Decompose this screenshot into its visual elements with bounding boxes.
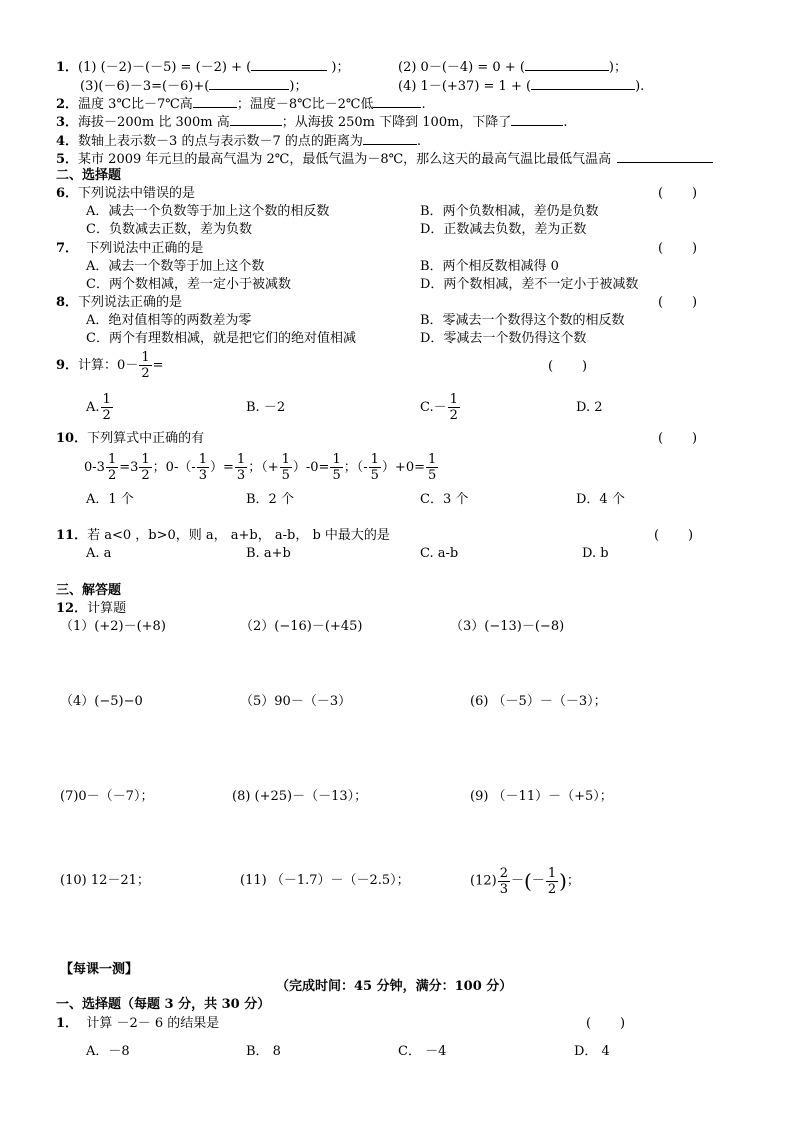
q11-option-b: B. a+b: [246, 546, 291, 561]
section-solve-title: 三、解答题: [56, 583, 122, 598]
blank[interactable]: [363, 132, 417, 145]
q8-option-d: D．零减去一个数仍得这个数: [420, 331, 587, 346]
q1-part4: (4) 1－(+37) = 1 + ( ).: [398, 79, 645, 94]
answer-paren[interactable]: ( ): [658, 241, 698, 256]
test-time: （完成时间：45 分钟，满分：100 分）: [276, 979, 513, 994]
q10-option-a: A．1 个: [86, 492, 134, 507]
test-q1-option-c: C． －4: [398, 1044, 447, 1059]
answer-paren[interactable]: ( ): [658, 186, 698, 201]
q1-part2: (2) 0－(－4) = 0 + ( )；: [398, 60, 627, 75]
q12-item-2: （2）(−16)－(+45): [240, 619, 363, 634]
q12-item-8: (8) (+25)－（－13）；: [232, 789, 368, 804]
q1-part3: (3)(－6)－3=(－6)+( )；: [80, 79, 308, 94]
q12-item-9: (9) （－11）－（+5）；: [470, 789, 613, 804]
q8-stem: 8．下列说法正确的是: [56, 295, 183, 310]
q8-option-b: B．零减去一个数得这个数的相反数: [420, 313, 625, 328]
q10-expressions: 0-3 $\frac{1}{2}$ =3 $\frac{1}{2}$ ；0-（- $\frac{1}{3}$ ）= $\frac{1}{3}$ ；（+ $\frac{1}{5}$ ）-0= $\frac{1}{5}$ ；（- $\frac{1}{5}$ ）+0= $\frac{1}{5}$: [84, 452, 437, 483]
blank[interactable]: [525, 58, 609, 71]
q12-item-10: (10) 12－21；: [60, 873, 150, 888]
q10-option-d: D．4 个: [576, 492, 625, 507]
answer-paren[interactable]: ( ): [658, 431, 698, 446]
q2-line: 2．温度 3℃比－7℃高 ；温度－8℃比－2℃低 .: [56, 97, 426, 112]
q1-line1: 1．(1) (－2)－(－5) = (－2) + ( )；: [56, 60, 350, 75]
blank[interactable]: [193, 95, 237, 108]
fraction: $\frac{1}{2}$: [141, 350, 150, 381]
q7-option-b: B．两个相反数相减得 0: [420, 259, 559, 274]
test-title: 【每课一测】: [60, 962, 139, 977]
q12-item-7: (7)0－（－7）；: [60, 789, 154, 804]
q8-option-c: C．两个有理数相减，就是把它们的绝对值相减: [86, 331, 356, 346]
q7-stem: 7． 下列说法中正确的是: [56, 241, 204, 256]
q9-option-c: C.－ $\frac{1}{2}$: [420, 392, 458, 423]
q11-option-d: D. b: [582, 546, 609, 561]
q12-item-11: (11) （－1.7）－（－2.5）；: [240, 873, 410, 888]
q6-option-b: B．两个负数相减，差仍是负数: [420, 204, 599, 219]
q9-option-a: A. $\frac{1}{2}$: [86, 392, 111, 423]
q10-stem: 10．下列算式中正确的有: [56, 431, 205, 446]
q7-option-c: C．两个数相减，差一定小于被减数: [86, 277, 291, 292]
blank[interactable]: [617, 150, 713, 163]
section-choice-title: 二、选择题: [56, 168, 122, 183]
q12-item-4: （4）(−5)−0: [60, 694, 143, 709]
answer-paren[interactable]: ( ): [548, 359, 588, 374]
test-q1-option-a: A．－8: [86, 1044, 130, 1059]
test-q1-stem: 1． 计算 －2－ 6 的结果是: [56, 1016, 220, 1031]
blank[interactable]: [511, 113, 563, 126]
q12-item-5: （5）90－（－3）: [240, 694, 352, 709]
q6-option-c: C．负数减去正数，差为负数: [86, 222, 252, 237]
q11-stem: 11．若 a<0 ，b>0，则 a， a+b， a-b， b 中最大的是: [56, 528, 390, 543]
q7-option-a: A．减去一个数等于加上这个数: [86, 259, 265, 274]
test-q1-option-d: D． 4: [574, 1044, 610, 1059]
q12-item-3: （3）(−13)－(−8): [450, 619, 565, 634]
answer-paren[interactable]: ( ): [654, 528, 694, 543]
q9-option-d: D. 2: [576, 400, 603, 415]
blank[interactable]: [531, 77, 635, 90]
blank[interactable]: [209, 77, 289, 90]
q4-line: 4．数轴上表示数－3 的点与表示数－7 的点的距离为 .: [56, 134, 421, 149]
test-section-1: 一、选择题（每题 3 分，共 30 分）: [56, 997, 271, 1012]
q11-option-a: A. a: [86, 546, 112, 561]
q11-option-c: C. a-b: [420, 546, 459, 561]
q10-option-c: C．3 个: [420, 492, 469, 507]
q9-stem: 9．计算：0－ $\frac{1}{2}$ =: [56, 350, 164, 381]
answer-paren[interactable]: ( ): [586, 1016, 626, 1031]
q3-line: 3．海拔－200m 比 300m 高 ；从海拔 250m 下降到 100m，下降了 .: [56, 115, 568, 130]
blank[interactable]: [230, 113, 282, 126]
q10-option-b: B．2 个: [246, 492, 294, 507]
q9-option-b: B. －2: [246, 400, 286, 415]
q6-option-d: D．正数减去负数，差为正数: [420, 222, 587, 237]
q12-item-6: (6) （－5）－（－3）；: [470, 694, 607, 709]
q12-stem: 12．计算题: [56, 601, 127, 616]
blank[interactable]: [251, 58, 327, 71]
q5-line: 5．某市 2009 年元旦的最高气温为 2℃，最低气温为－8℃，那么这天的最高气温比最低气温高: [56, 150, 713, 168]
q6-option-a: A．减去一个负数等于加上这个数的相反数: [86, 204, 330, 219]
q8-option-a: A．绝对值相等的两数差为零: [86, 313, 252, 328]
q12-item-1: （1）(+2)－(+8): [60, 619, 166, 634]
test-q1-option-b: B． 8: [246, 1044, 281, 1059]
q6-stem: 6．下列说法中错误的是: [56, 186, 196, 201]
q12-item-12: (12) $\frac{2}{3}$ －(－ $\frac{1}{2}$ )；: [470, 865, 580, 897]
blank[interactable]: [373, 95, 421, 108]
q7-option-d: D．两个数相减，差不一定小于被减数: [420, 277, 639, 292]
q1-number: 1．: [56, 60, 79, 75]
answer-paren[interactable]: ( ): [658, 295, 698, 310]
